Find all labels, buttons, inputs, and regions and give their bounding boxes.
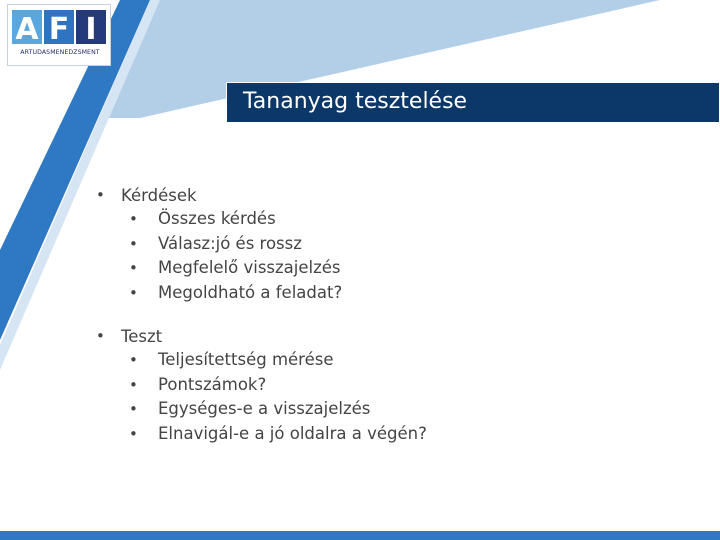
- bullet-icon: •: [129, 210, 138, 228]
- bullet-item-level2: [94, 373, 694, 398]
- bullet-icon: •: [129, 351, 138, 369]
- bullet-text: Összes kérdés: [158, 209, 276, 228]
- bullet-icon: •: [129, 375, 138, 394]
- title-bar: [226, 82, 720, 123]
- section-test: [94, 325, 694, 446]
- bullet-item-level2: [94, 281, 694, 306]
- section-questions: [94, 184, 694, 305]
- slide-title: Tananyag tesztelése: [243, 89, 468, 114]
- bullet-text: Megfelelő visszajelzés: [158, 258, 341, 277]
- bullet-text: Válasz:jó és rossz: [158, 233, 302, 253]
- bullet-item-level2: [94, 256, 694, 281]
- bullet-item-level1: [94, 184, 694, 207]
- logo-letter-f: F: [48, 12, 70, 44]
- bullet-text: Megoldható a feladat?: [158, 282, 343, 302]
- logo-letter-i: I: [85, 12, 97, 44]
- section-heading: Teszt: [121, 327, 163, 346]
- bullet-item-level2: [94, 207, 694, 232]
- bullet-icon: •: [129, 424, 138, 443]
- bullet-text: Pontszámok?: [158, 374, 267, 394]
- bullet-icon: •: [96, 186, 105, 204]
- bullet-text: Teljesítettség mérése: [158, 350, 334, 369]
- bullet-item-level2: [94, 348, 694, 373]
- company-logo: [7, 4, 111, 66]
- section-heading: Kérdések: [121, 186, 197, 205]
- bullet-icon: •: [129, 259, 138, 277]
- logo-graphic: [12, 10, 106, 44]
- bullet-item-level2: [94, 422, 694, 447]
- bullet-item-level1: [94, 325, 694, 348]
- logo-letter-a: A: [15, 12, 39, 44]
- bullet-icon: •: [96, 327, 105, 345]
- bullet-icon: •: [129, 400, 138, 418]
- bottom-stripe: [0, 531, 720, 540]
- logo-text: ARTUDASMENEDZSMENT: [20, 49, 100, 56]
- bullet-text: Egységes-e a visszajelzés: [158, 399, 371, 418]
- slide-content: [94, 184, 694, 466]
- bullet-text: Elnavigál-e a jó oldalra a végén?: [158, 423, 427, 443]
- bullet-item-level2: [94, 232, 694, 257]
- bullet-icon: •: [129, 283, 138, 302]
- bullet-icon: •: [129, 234, 138, 253]
- bullet-item-level2: [94, 397, 694, 422]
